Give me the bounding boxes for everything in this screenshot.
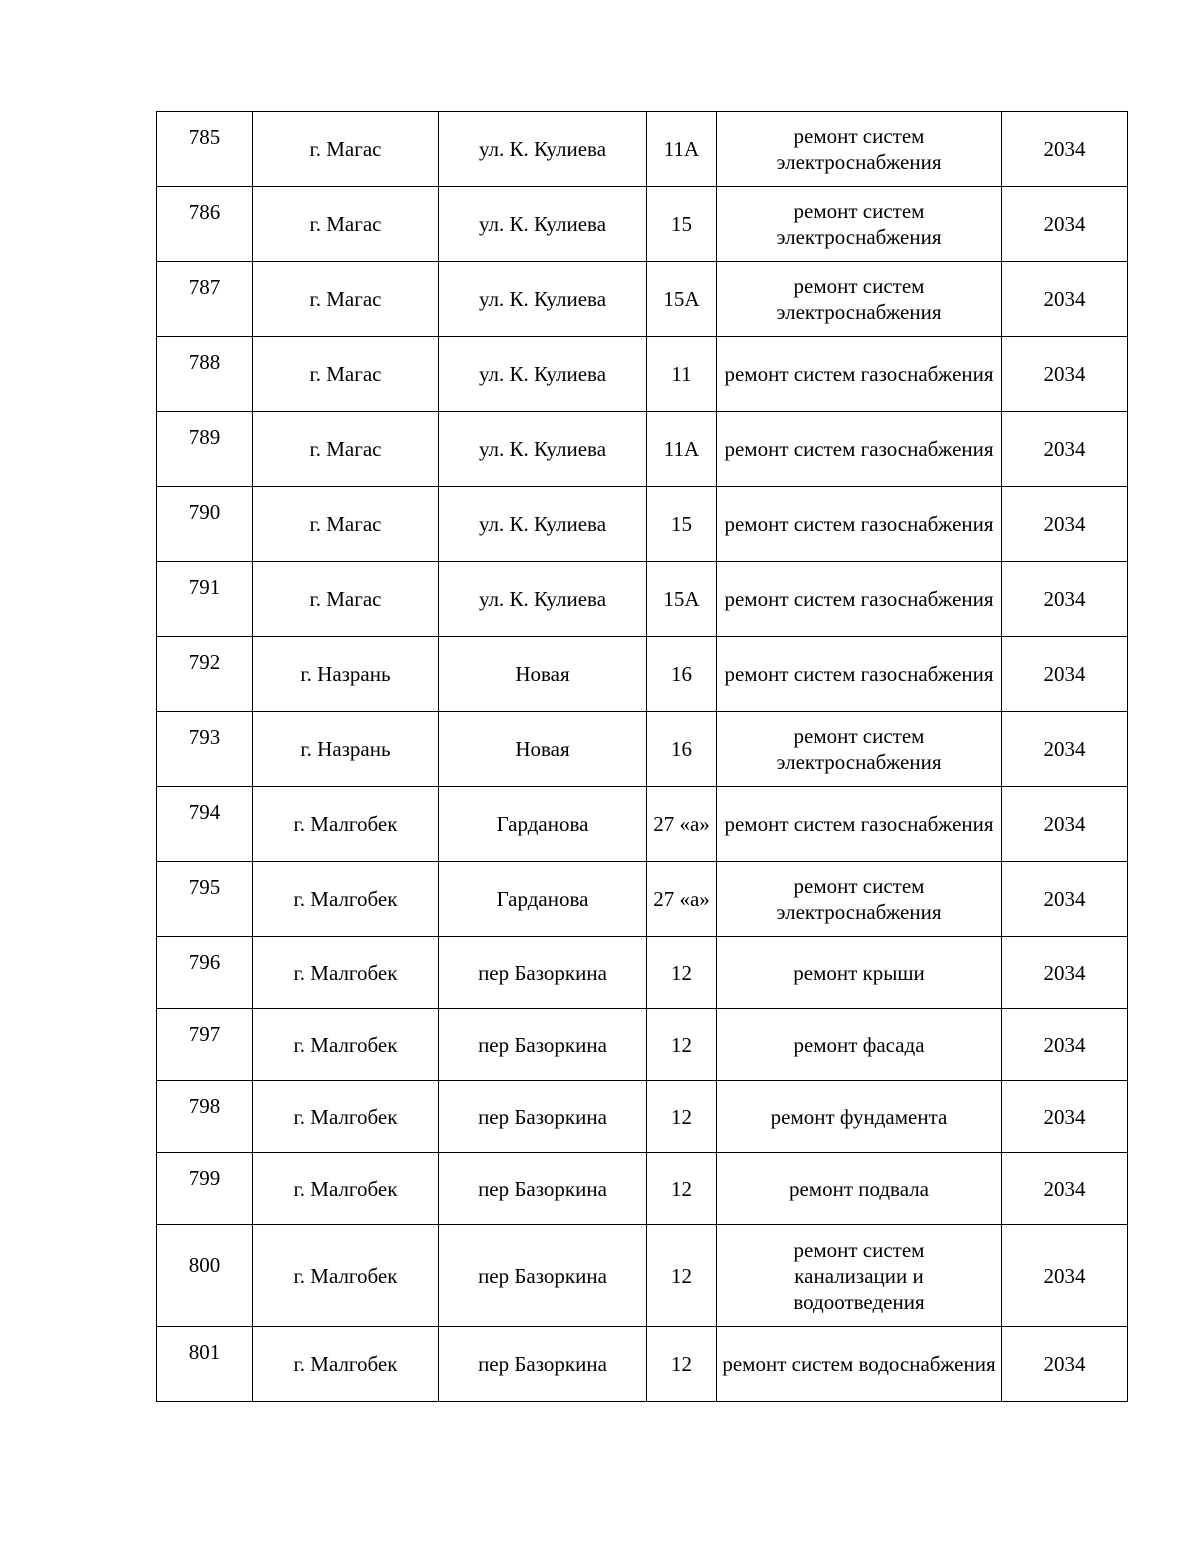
street-cell: ул. К. Кулиева [439,337,647,412]
city-cell: г. Малгобек [253,862,439,937]
row-number: 795 [157,862,253,937]
row-number: 791 [157,562,253,637]
row-number: 798 [157,1081,253,1153]
city-cell: г. Малгобек [253,1327,439,1402]
house-cell: 11А [647,112,717,187]
city-cell: г. Магас [253,112,439,187]
city-cell: г. Магас [253,412,439,487]
row-number: 794 [157,787,253,862]
work-type-cell: ремонт систем канализации и водоотведения [717,1225,1002,1327]
street-cell: пер Базоркина [439,937,647,1009]
street-cell: ул. К. Кулиева [439,562,647,637]
year-cell: 2034 [1002,787,1128,862]
table-row [157,1327,1128,1402]
row-number: 800 [157,1225,253,1327]
row-number: 799 [157,1153,253,1225]
street-cell: Гарданова [439,862,647,937]
house-cell: 12 [647,1327,717,1402]
table-row [157,937,1128,1009]
city-cell: г. Малгобек [253,1153,439,1225]
row-number: 793 [157,712,253,787]
city-cell: г. Магас [253,487,439,562]
row-number: 792 [157,637,253,712]
work-type-cell: ремонт систем газоснабжения [717,637,1002,712]
street-cell: пер Базоркина [439,1009,647,1081]
row-number: 796 [157,937,253,1009]
work-type-cell: ремонт подвала [717,1153,1002,1225]
table-row [157,637,1128,712]
table-row [157,412,1128,487]
work-type-cell: ремонт фасада [717,1009,1002,1081]
table-row [157,787,1128,862]
work-type-cell: ремонт систем газоснабжения [717,562,1002,637]
house-cell: 15А [647,562,717,637]
year-cell: 2034 [1002,937,1128,1009]
table-row [157,262,1128,337]
house-cell: 15 [647,487,717,562]
work-type-cell: ремонт систем электроснабжения [717,262,1002,337]
house-cell: 12 [647,937,717,1009]
table-row [157,712,1128,787]
year-cell: 2034 [1002,337,1128,412]
city-cell: г. Магас [253,262,439,337]
table-row [157,1009,1128,1081]
house-cell: 16 [647,712,717,787]
row-number: 786 [157,187,253,262]
house-cell: 12 [647,1081,717,1153]
street-cell: пер Базоркина [439,1081,647,1153]
street-cell: пер Базоркина [439,1327,647,1402]
row-number: 787 [157,262,253,337]
city-cell: г. Магас [253,562,439,637]
street-cell: ул. К. Кулиева [439,187,647,262]
city-cell: г. Магас [253,187,439,262]
house-cell: 11 [647,337,717,412]
street-cell: ул. К. Кулиева [439,112,647,187]
work-type-cell: ремонт систем газоснабжения [717,337,1002,412]
year-cell: 2034 [1002,412,1128,487]
city-cell: г. Малгобек [253,1009,439,1081]
work-type-cell: ремонт систем газоснабжения [717,487,1002,562]
street-cell: Новая [439,637,647,712]
year-cell: 2034 [1002,637,1128,712]
street-cell: ул. К. Кулиева [439,412,647,487]
city-cell: г. Магас [253,337,439,412]
street-cell: пер Базоркина [439,1153,647,1225]
city-cell: г. Малгобек [253,1081,439,1153]
house-cell: 12 [647,1009,717,1081]
year-cell: 2034 [1002,1225,1128,1327]
row-number: 785 [157,112,253,187]
street-cell: ул. К. Кулиева [439,487,647,562]
house-cell: 27 «а» [647,787,717,862]
table-row [157,562,1128,637]
year-cell: 2034 [1002,187,1128,262]
work-type-cell: ремонт фундамента [717,1081,1002,1153]
work-type-cell: ремонт систем газоснабжения [717,412,1002,487]
work-type-cell: ремонт крыши [717,937,1002,1009]
work-type-cell: ремонт систем водоснабжения [717,1327,1002,1402]
row-number: 801 [157,1327,253,1402]
city-cell: г. Малгобек [253,937,439,1009]
house-cell: 15А [647,262,717,337]
year-cell: 2034 [1002,112,1128,187]
street-cell: Новая [439,712,647,787]
table-row [157,337,1128,412]
row-number: 788 [157,337,253,412]
table-row [157,487,1128,562]
house-cell: 27 «а» [647,862,717,937]
city-cell: г. Малгобек [253,1225,439,1327]
house-cell: 16 [647,637,717,712]
house-cell: 11А [647,412,717,487]
row-number: 797 [157,1009,253,1081]
city-cell: г. Назрань [253,637,439,712]
work-type-cell: ремонт систем электроснабжения [717,712,1002,787]
table-row [157,112,1128,187]
street-cell: ул. К. Кулиева [439,262,647,337]
city-cell: г. Малгобек [253,787,439,862]
row-number: 790 [157,487,253,562]
table-body [157,112,1128,1402]
table-row [157,1153,1128,1225]
house-cell: 12 [647,1225,717,1327]
table-row [157,862,1128,937]
street-cell: Гарданова [439,787,647,862]
work-type-cell: ремонт систем электроснабжения [717,187,1002,262]
repair-schedule-table [156,111,1128,1402]
year-cell: 2034 [1002,712,1128,787]
year-cell: 2034 [1002,1153,1128,1225]
year-cell: 2034 [1002,1081,1128,1153]
city-cell: г. Назрань [253,712,439,787]
work-type-cell: ремонт систем электроснабжения [717,862,1002,937]
year-cell: 2034 [1002,262,1128,337]
year-cell: 2034 [1002,1009,1128,1081]
street-cell: пер Базоркина [439,1225,647,1327]
table-row [157,1081,1128,1153]
year-cell: 2034 [1002,862,1128,937]
work-type-cell: ремонт систем электроснабжения [717,112,1002,187]
work-type-cell: ремонт систем газоснабжения [717,787,1002,862]
row-number: 789 [157,412,253,487]
table-row [157,1225,1128,1327]
year-cell: 2034 [1002,487,1128,562]
house-cell: 15 [647,187,717,262]
table-row [157,187,1128,262]
house-cell: 12 [647,1153,717,1225]
year-cell: 2034 [1002,562,1128,637]
year-cell: 2034 [1002,1327,1128,1402]
